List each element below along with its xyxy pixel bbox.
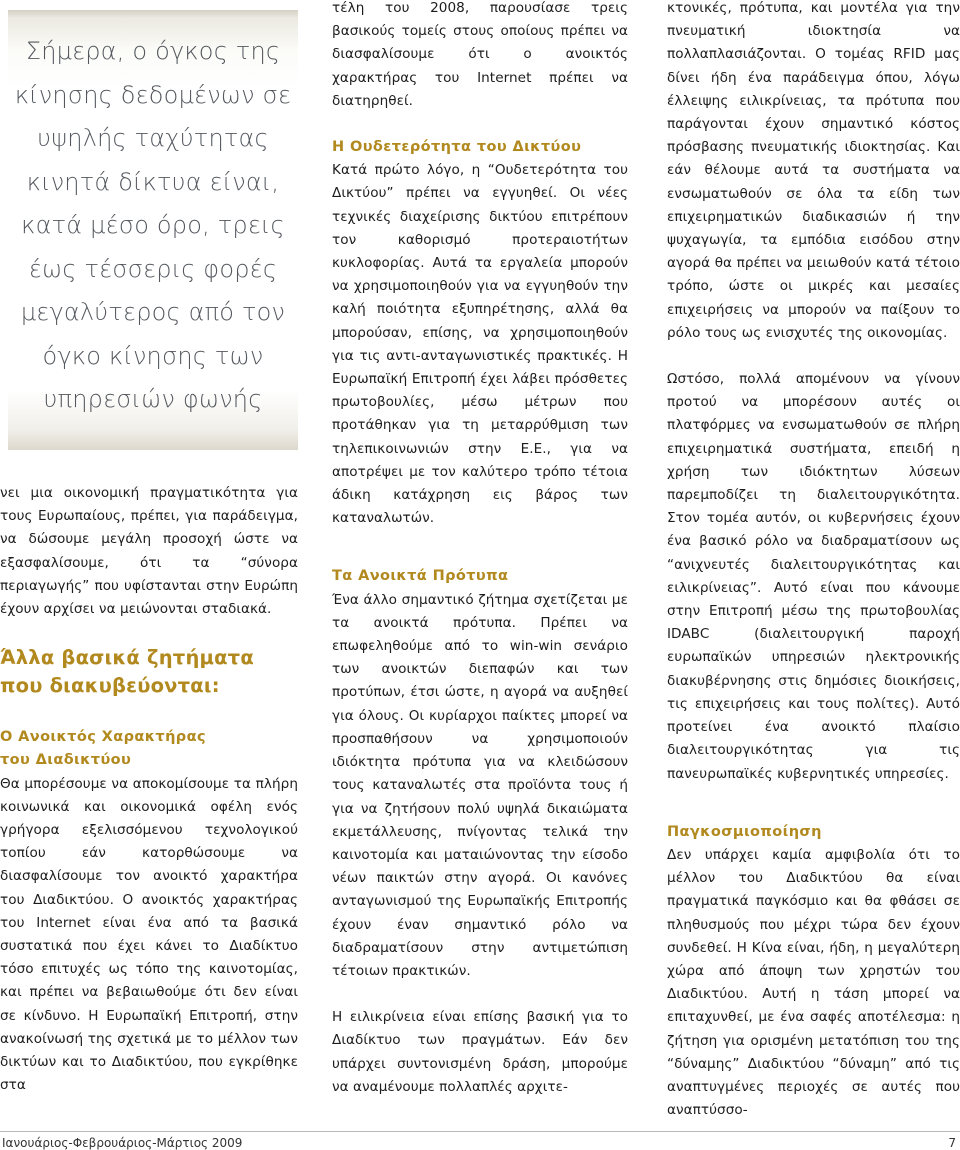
subhead-net-neutrality: Η Ουδετερότητα του Δικτύου [332,139,582,156]
col2-net-neutrality-paragraph: Κατά πρώτο λόγο, η “Ουδετερότητα του Δικτύου” πρέπει να εγγυηθεί. Οι νέες τεχνικές διαχείρισης δικτύου επιτρέπουν τον καθορισμό προτεραιοτήτων κυκλοφορίας. Αυτά τα εργαλεία μπορούν να χρησιμοποιηθούν για να εγγυηθούν την καλή ποιότητα εξυπηρέτησης, αλλά θα μπορούσαν, επίσης, να χρησιμοποιηθούν για τις αντι-ανταγωνιστικές πρακτικές. Η Ευρωπαϊκή Επιτροπή έχει λάβει πρόσθετες πρωτοβουλίες, μέσω μέτρων που προτάθηκαν για τη μεταρρύθμιση των τηλεπικοινωνιών στην Ε.Ε., για να αποτρέψει με τον καλύτερο τρόπο τέτοια άδικη κατάχρηση εις βάρος των καταναλωτών. [332,162,628,527]
footer-rule [0,1131,960,1132]
col2-internet-of-things-paragraph: Η ειλικρίνεια είναι επίσης βασική για το Διαδίκτυο των πραγμάτων. Εάν δεν υπάρχει συντονισμένη δράση, μπορούμε να αναμένουμε πολλαπλές αρχιτε- [332,1009,628,1095]
footer-issue-date: Ιανουάριος-Φεβρουάριος-Μάρτιος 2009 [2,1136,243,1150]
subhead-globalization: Παγκοσμιοποίηση [667,823,822,840]
col2-open-standards-paragraph: Ένα άλλο σημαντικό ζήτημα σχετίζεται με τα ανοικτά πρότυπα. Πρέπει να επωφεληθούμε από το win-win σενάριο των ανοικτών διεπαφών και των προτύπων, έτσι ώστε, η αγορά να αυξηθεί για όλους. Οι κυρίαρχοι παίκτες μπορεί να προσπαθήσουν να χρησιμοποιούν ιδιόκτητα πρότυπα για να κλειδώσουν τους καταναλωτές στα προϊόντα τους ή για να ζητήσουν πολύ υψηλά δικαιώματα εκμετάλλευσης, πνίγοντας τελικά την καινοτομία και ματαιώνοντας την είσοδο νέων παικτών στην αγορά. Οι κανόνες ανταγωνισμού της Ευρωπαϊκής Επιτροπής έχουν έναν σημαντικό ρόλο να διαδραματίσουν στην αντιμετώπιση τέτοιων πρακτικών. [332,591,628,979]
subhead-open-internet: Ο Ανοικτός Χαρακτήρας του Διαδικτύου [0,729,206,769]
col1-intro-paragraph: νει μια οικονομική πραγματικότητα για τους Ευρωπαίους, πρέπει, για παράδειγμα, να δώσουμε μεγάλη προσοχή ώστε να εξασφαλίσουμε, ότι τα “σύνορα περιαγωγής” που υφίστανται στην Ευρώπη έχουν αρχίσει να μειώνονται σταδιακά. [0,485,298,618]
pullquote-text: Σήμερα, ο όγκος της κίνησης δεδομένων σε υψηλής ταχύτητας κινητά δίκτυα είναι, κατά μέσο όρο, τρεις έως τέσσερις φορές μεγαλύτερος από τον όγκο κίνησης των υπηρεσιών φωνής [14,37,292,413]
section-title: Άλλα βασικά ζητήματα που διακυβεύονται: [0,646,254,698]
col1-body-paragraph: Θα μπορέσουμε να αποκομίσουμε τα πλήρη κοινωνικά και οικονομικά οφέλη ενός γρήγορα εξελισσόμενου τεχνολογικού τοπίου εάν κατορθώσουμε να διασφαλίσουμε τον ανοικτό χαρακτήρα του Διαδικτύου. Ο ανοικτός χαρακτήρας του Internet είναι ένα από τα βασικά συστατικά που έχει κάνει το Διαδίκτυο τόσο επιτυχές ως τόπο της καινοτομίας, και πρέπει να βεβαιωθούμε ότι δεν είναι σε κίνδυνο. Η Ευρωπαϊκή Επιτροπή, στην ανακοίνωσή της σχετικά με το μέλλον των δικτύων και το Διαδικτύου, που εγκρίθηκε στα [0,775,298,1094]
col3-rfid-paragraph: κτονικές, πρότυπα, και μοντέλα για την πνευματική ιδιοκτησία να πολλαπλασιάζονται. Ο τομέας RFID μας δίνει ήδη ένα παράδειγμα όπου, λόγω έλλειψης ειλικρίνειας, τα πρότυπα που παράγονται έχουν σημαντικό κόστος πρόσβασης πνευματικής ιδιοκτησίας. Και εάν θέλουμε αυτά τα συστήματα να ενσωματωθούν σε όλα τα είδη των επιχειρηματικών διαδικασιών ή την ψυχαγωγία, τα εμπόδια εισόδου στην αγορά θα πρέπει να μειωθούν κατά τέτοιο τρόπο, ώστε οι μικρές και μεσαίες επιχειρήσεις να μπορούν να παίξουν το ρόλο τους ως ενισχυτές της οικονομίας. [667,0,960,341]
col2-intro-paragraph: τέλη του 2008, παρουσίασε τρεις βασικούς τομείς στους οποίους πρέπει να διασφαλίσουμε ότι ο ανοικτός χαρακτήρας του Internet πρέπει να διατηρηθεί. [332,0,628,109]
col3-interoperability-paragraph: Ωστόσο, πολλά απομένουν να γίνουν προτού να μπορέσουν αυτές οι πλατφόρμες να ενσωματωθούν σε πλήρη επιχειρηματικά συστήματα, επειδή η χρήση των ιδιόκτητων λύσεων παρεμποδίζει τη διαλειτουργικότητα. Στον τομέα αυτόν, οι κυβερνήσεις έχουν ένα βασικό ρόλο να διαδραματίσουν ως “ανιχνευτές διαλειτουργικότητας και ειλικρίνειας”. Αυτό είναι που κάνουμε στην Επιτροπή μέσω της πρωτοβουλίας IDABC (διαλειτουργική παροχή ευρωπαϊκών υπηρεσιών ηλεκτρονικής διακυβέρνησης στις δημόσιες διοικήσεις, τις επιχειρήσεις και τους πολίτες). Αυτό προτείνει ένα ανοικτό πλαίσιο διαλειτουργικότητας για τις πανευρωπαϊκές κυβερνητικές υπηρεσίες. [667,371,960,782]
col3-globalization-paragraph: Δεν υπάρχει καμία αμφιβολία ότι το μέλλον του Διαδικτύου θα είναι πραγματικά παγκόσμιο και θα φθάσει σε πληθυσμούς που μέχρι τώρα δεν έχουν συνδεθεί. Η Κίνα είναι, ήδη, η μεγαλύτερη χώρα από άποψη των χρηστών του Διαδικτύου. Αυτή η τάση μπορεί να επιταχυνθεί, με ένα σαφές αποτέλεσμα: η ζήτηση για ορισμένη μετατόπιση του της “δύναμης” Διαδικτύου “δύναμη” από τις αναπτυγμένες περιοχές σε αυτές που αναπτύσσο- [667,846,960,1119]
subhead-open-standards: Τα Ανοικτά Πρότυπα [332,568,509,585]
page-number: 7 [948,1136,956,1150]
